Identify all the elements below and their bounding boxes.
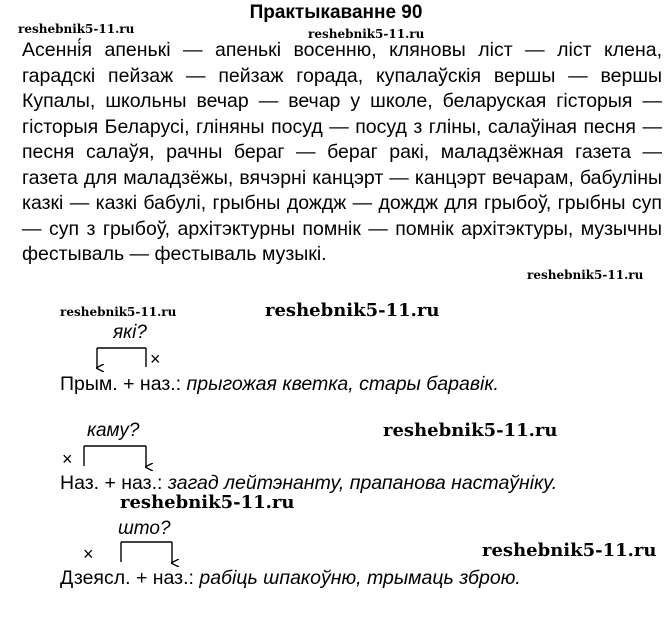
watermark: reshebnik5-11.ru [383, 420, 558, 441]
cross-mark: × [150, 349, 161, 369]
watermark: reshebnik5-11.ru [527, 268, 644, 282]
scheme-label: Наз. + наз.: [60, 472, 163, 494]
scheme-label: Дзеясл. + наз.: [60, 567, 194, 589]
watermark: reshebnik5-11.ru [308, 27, 425, 41]
exercise-text: Асенні́я апенькі — апенькі восенню, кляновы ліст — ліст клена, гарадскі пейзаж — пейзаж горада, купалаўскія вершы — вершы Купалы, школьны вечар — вечар у школе, беларуская гісторыя — гісторыя Беларусі, гліняны посуд — посуд з гліны, салаўіная песня — песня салаўя, рачны бераг — бераг ракі, маладзёжная газета — газета для маладзёжы, вячэрні канцэрт — канцэрт вечарам, бабуліны казкі — казкі бабулі, грыбны дождж — дождж для грыбоў, грыбны суп — суп з грыбоў, архітэктурны помнік — помнік архітэктуры, музычны фестываль — фестываль музыкі. [22, 39, 662, 265]
watermark: reshebnik5-11.ru [482, 540, 657, 561]
watermark: reshebnik5-11.ru [120, 492, 295, 513]
scheme-label: Прым. + наз.: [60, 373, 182, 395]
scheme-question: што? [118, 518, 171, 539]
cross-mark: × [83, 544, 94, 564]
scheme-line [60, 373, 499, 396]
watermark: reshebnik5-11.ru [18, 22, 135, 36]
scheme-arrow [84, 446, 146, 467]
cross-mark: × [62, 449, 73, 469]
page-title: Практыкаванне 90 [249, 2, 423, 23]
scheme-examples: прыгожая кветка, стары баравік. [186, 373, 499, 395]
scheme-examples: загад лейтэнанту, прапанова настаўніку. [167, 472, 558, 494]
scheme-question: які? [113, 322, 147, 343]
watermark: reshebnik5-11.ru [60, 305, 177, 319]
scheme-line [60, 472, 557, 495]
scheme-examples: рабіць шпакоўню, трымаць зброю. [199, 567, 521, 589]
scheme-line [60, 567, 521, 590]
scheme-arrow [121, 542, 172, 563]
scheme-question: каму? [87, 420, 140, 441]
scheme-arrow [97, 348, 146, 368]
watermark: reshebnik5-11.ru [265, 300, 440, 321]
